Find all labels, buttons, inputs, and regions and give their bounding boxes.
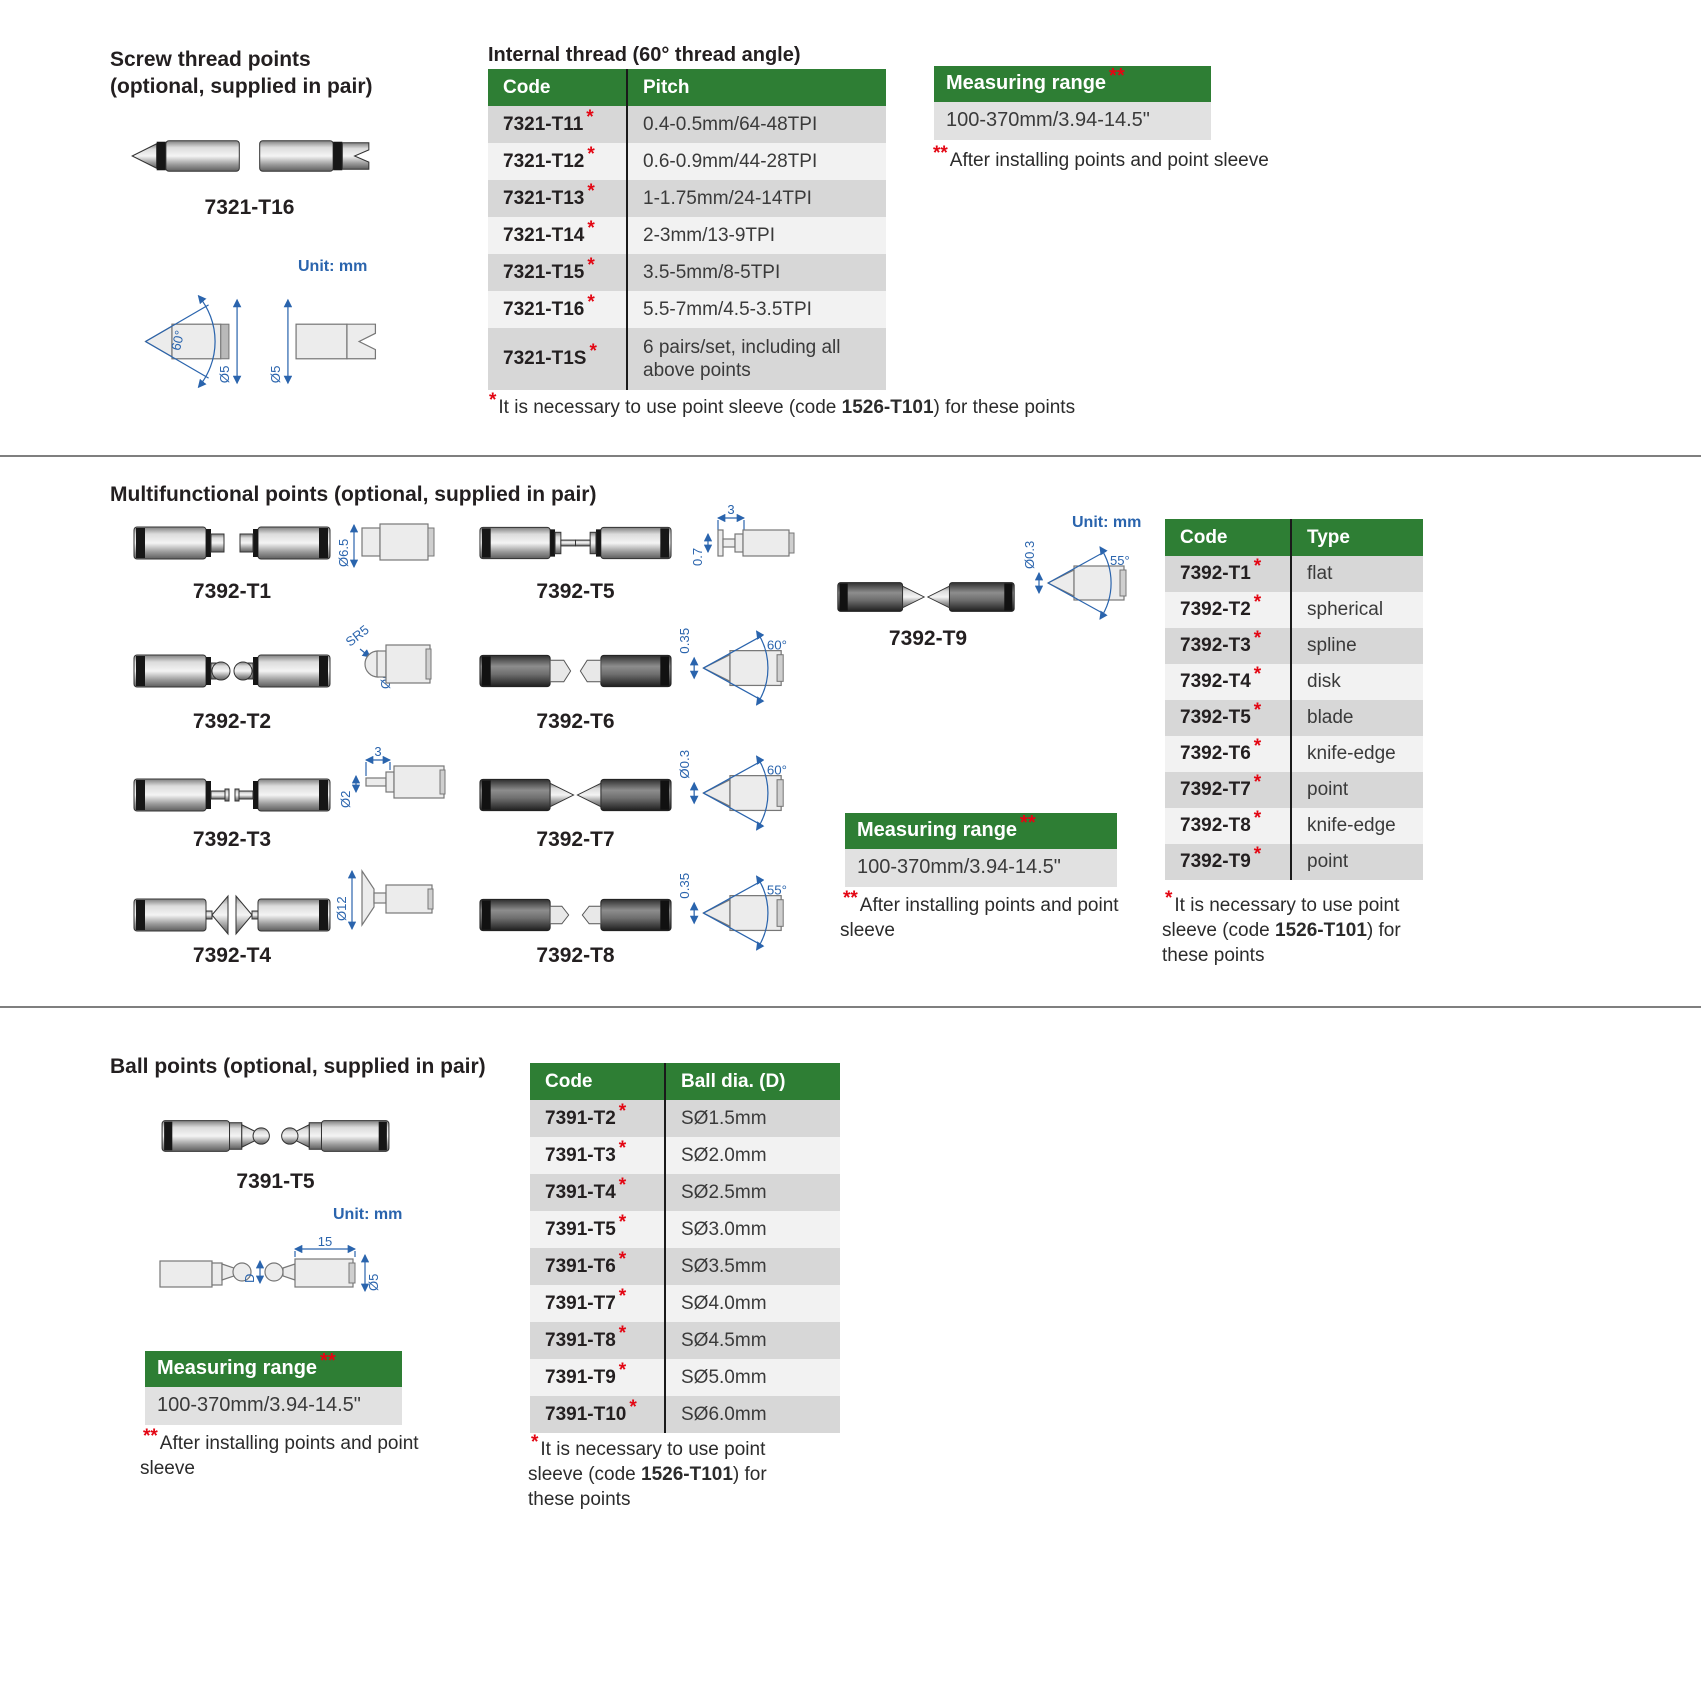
row-dia: SØ4.0mm [681, 1292, 767, 1314]
photo-label-7392-T6: 7392-T6 [536, 710, 615, 733]
svg-text:3: 3 [727, 502, 735, 517]
table-row [1165, 700, 1423, 736]
footnote-text: It is necessary to use point sleeve (code [498, 397, 842, 418]
diagram-screw-points [115, 283, 410, 401]
photo-7392-T3 [132, 772, 332, 818]
diagram-7392-T3 [330, 745, 470, 822]
row-code: 7392-T1 [1180, 563, 1251, 584]
footnote-text-end: ) for these points [933, 397, 1076, 418]
photo-7392-T2 [132, 648, 332, 694]
footnote-star: * [1165, 888, 1173, 909]
range-note [840, 888, 1140, 943]
diagram-7392-T6 [677, 623, 825, 710]
row-code: 7321-T1S [503, 348, 587, 369]
photo-label-7321-T16: 7321-T16 [204, 196, 295, 219]
range-note-text: After installing points and point sleeve [840, 895, 1119, 942]
sleeve-footnote [528, 1432, 803, 1512]
svg-text:Ø5: Ø5 [366, 1273, 381, 1291]
measuring-range-value: 100-370mm/3.94-14.5" [845, 849, 1117, 887]
table-row [1165, 556, 1423, 592]
svg-text:SR5: SR5 [342, 621, 372, 650]
row-code: 7321-T13 [503, 187, 585, 209]
footnote-star: * [629, 1396, 637, 1418]
row-type: knife-edge [1307, 743, 1396, 765]
row-type: blade [1307, 707, 1354, 729]
row-type: point [1307, 851, 1349, 873]
measuring-range-title: Measuring range [157, 1357, 318, 1379]
measuring-range-box [934, 66, 1211, 140]
row-code: 7391-T7 [545, 1292, 616, 1314]
footnote-star: * [618, 1211, 627, 1233]
svg-text:Ø5: Ø5 [216, 365, 232, 384]
double-star: ** [143, 1426, 158, 1447]
footnote-star: * [1253, 772, 1262, 793]
table-row [488, 217, 886, 254]
diagram-7392-T9 [1022, 538, 1166, 625]
row-code: 7391-T10 [545, 1403, 627, 1425]
diagram-7392-T5 [688, 503, 838, 580]
row-type: flat [1307, 563, 1333, 585]
table-row [1165, 736, 1423, 772]
row-code: 7391-T5 [545, 1218, 616, 1240]
svg-text:55°: 55° [1110, 553, 1130, 568]
svg-text:D: D [242, 1273, 257, 1283]
measuring-range-header [845, 813, 1117, 849]
photo-label-7392-T9: 7392-T9 [888, 627, 968, 650]
table-row [1165, 664, 1423, 700]
row-pitch: 5.5-7mm/4.5-3.5TPI [643, 298, 812, 320]
table-row [1165, 628, 1423, 664]
heading-line2: (optional, supplied in pair) [110, 75, 373, 99]
table-row [488, 180, 886, 217]
row-code: 7391-T9 [545, 1366, 616, 1388]
row-dia: SØ2.5mm [681, 1181, 767, 1203]
svg-text:0.7: 0.7 [690, 547, 705, 566]
section-divider [0, 1006, 1701, 1008]
footnote-star: * [589, 341, 597, 362]
col-header-type: Type [1307, 526, 1350, 548]
table-row [1165, 772, 1423, 808]
sleeve-footnote [1162, 888, 1430, 968]
footnote-star: * [618, 1137, 627, 1159]
table-row [530, 1396, 840, 1433]
internal-thread-table-title: Internal thread (60° thread angle) [488, 44, 801, 66]
photo-7392-T1 [132, 520, 332, 566]
svg-text:0.35: 0.35 [677, 627, 693, 654]
photo-label-7392-T5: 7392-T5 [536, 580, 615, 603]
row-dia: SØ2.0mm [681, 1144, 767, 1166]
table-row [530, 1285, 840, 1322]
row-dia: SØ5.0mm [681, 1366, 767, 1388]
row-code: 7392-T4 [1180, 671, 1251, 692]
col-header-code: Code [530, 1063, 666, 1100]
photo-label-7392-T3: 7392-T3 [192, 828, 272, 851]
svg-text:Ø0.3: Ø0.3 [1022, 540, 1037, 569]
photo-7392-T7 [478, 772, 673, 818]
row-pitch: 2-3mm/13-9TPI [643, 224, 775, 246]
table-header-row [1165, 519, 1423, 556]
sleeve-footnote [486, 390, 1186, 420]
measuring-range-box [145, 1351, 402, 1425]
svg-text:60°: 60° [766, 762, 787, 778]
footnote-star: * [1253, 808, 1262, 829]
multi-type-table [1165, 519, 1423, 880]
row-code: 7392-T7 [1180, 779, 1251, 800]
table-row [488, 106, 886, 143]
table-row [530, 1322, 840, 1359]
range-note-text: After installing points and point sleeve [949, 150, 1269, 171]
photo-7391-T5 [158, 1112, 393, 1160]
footnote-code: 1526-T101 [641, 1464, 733, 1486]
row-type: spherical [1307, 599, 1384, 621]
row-code: 7391-T6 [545, 1255, 616, 1277]
row-code: 7392-T6 [1180, 743, 1251, 764]
measuring-range-header [934, 66, 1211, 102]
footnote-star: * [489, 390, 497, 411]
table-row [488, 143, 886, 180]
svg-text:60°: 60° [168, 328, 188, 352]
svg-text:Ø0.3: Ø0.3 [677, 749, 693, 779]
row-code: 7391-T2 [545, 1107, 616, 1129]
double-star: ** [320, 1350, 336, 1372]
row-dia: SØ6.0mm [681, 1403, 767, 1425]
diagram-7392-T7 [677, 748, 825, 835]
measuring-range-value: 100-370mm/3.94-14.5" [934, 102, 1211, 140]
measuring-range-value: 100-370mm/3.94-14.5" [145, 1387, 402, 1425]
table-row [530, 1359, 840, 1396]
range-note [140, 1426, 430, 1481]
row-code: 7321-T15 [503, 261, 585, 283]
table-row [1165, 592, 1423, 628]
row-code: 7392-T5 [1180, 707, 1251, 728]
ball-section-heading: Ball points (optional, supplied in pair) [110, 1055, 486, 1078]
photo-7392-T5 [478, 520, 673, 566]
double-star: ** [843, 888, 858, 909]
svg-text:15: 15 [317, 1234, 333, 1249]
photo-7392-T4 [132, 892, 332, 938]
row-dia: SØ1.5mm [681, 1107, 767, 1129]
footnote-star: * [531, 1432, 539, 1453]
svg-text:0.35: 0.35 [677, 872, 693, 899]
footnote-star: * [587, 180, 595, 202]
row-dia: SØ4.5mm [681, 1329, 767, 1351]
row-code: 7321-T14 [503, 224, 585, 246]
svg-text:Ø2: Ø2 [338, 790, 353, 808]
row-code: 7392-T3 [1180, 635, 1251, 656]
footnote-star: * [586, 106, 594, 128]
col-header-code: Code [488, 69, 628, 106]
row-type: point [1307, 779, 1349, 801]
photo-7392-T6 [478, 648, 673, 694]
double-star: ** [933, 143, 948, 164]
footnote-star: * [587, 291, 595, 313]
footnote-text: It is necessary to use point sleeve (code [1162, 895, 1400, 942]
diagram-7392-T4 [336, 862, 461, 939]
row-code: 7321-T12 [503, 150, 585, 172]
footnote-star: * [1253, 556, 1262, 577]
double-star: ** [1109, 65, 1125, 87]
footnote-star: * [618, 1285, 627, 1307]
footnote-text: It is necessary to use point sleeve (code [528, 1439, 766, 1486]
footnote-star: * [618, 1322, 627, 1344]
multi-section-heading: Multifunctional points (optional, supplied in pair) [110, 483, 597, 506]
svg-text:Ø12: Ø12 [334, 896, 349, 921]
footnote-star: * [587, 217, 595, 239]
heading-line1: Screw thread points [110, 48, 311, 71]
col-header-ball-dia: Ball dia. (D) [681, 1070, 786, 1092]
photo-label-7392-T2: 7392-T2 [192, 710, 272, 733]
range-note-text: After installing points and point sleeve [140, 1433, 419, 1480]
footnote-code: 1526-T101 [841, 397, 934, 418]
svg-text:55°: 55° [766, 882, 787, 898]
row-dia: SØ3.5mm [681, 1255, 767, 1277]
photo-7321-T16 [122, 130, 377, 182]
table-row [530, 1211, 840, 1248]
measuring-range-box [845, 813, 1117, 887]
section-divider [0, 455, 1701, 457]
table-row [1165, 808, 1423, 844]
photo-label-7392-T4: 7392-T4 [192, 944, 272, 967]
table-row [530, 1137, 840, 1174]
double-star: ** [1020, 812, 1036, 834]
row-type: knife-edge [1307, 815, 1396, 837]
unit-label: Unit: mm [333, 1206, 403, 1223]
row-type: spline [1307, 635, 1357, 657]
photo-label-7391-T5: 7391-T5 [236, 1170, 315, 1193]
col-header-pitch: Pitch [643, 76, 690, 98]
row-dia: SØ3.0mm [681, 1218, 767, 1240]
row-pitch: 6 pairs/set, including all above points [643, 336, 841, 381]
row-pitch: 3.5-5mm/8-5TPI [643, 261, 781, 283]
footnote-star: * [587, 143, 595, 165]
table-header-row [530, 1063, 840, 1100]
footnote-text-end: ) for these points [1162, 920, 1401, 967]
table-row [488, 254, 886, 291]
row-pitch: 0.6-0.9mm/44-28TPI [643, 150, 818, 172]
photo-7392-T8 [478, 892, 673, 938]
unit-label: Unit: mm [1072, 514, 1142, 531]
footnote-star: * [1253, 592, 1262, 613]
range-note [930, 143, 1370, 173]
measuring-range-title: Measuring range [946, 72, 1107, 94]
row-code: 7321-T16 [503, 298, 585, 320]
measuring-range-title: Measuring range [857, 819, 1018, 841]
photo-label-7392-T1: 7392-T1 [192, 580, 272, 603]
table-row [530, 1174, 840, 1211]
photo-label-7392-T8: 7392-T8 [536, 944, 615, 967]
footnote-star: * [587, 254, 595, 276]
measuring-range-header [145, 1351, 402, 1387]
col-header-code: Code [1165, 519, 1292, 556]
row-type: disk [1307, 671, 1341, 693]
svg-text:3: 3 [374, 744, 382, 759]
svg-text:Ø5: Ø5 [267, 365, 283, 384]
svg-text:60°: 60° [766, 637, 787, 653]
row-code: 7392-T2 [1180, 599, 1251, 620]
table-row [488, 291, 886, 328]
row-code: 7391-T3 [545, 1144, 616, 1166]
diagram-7392-T1 [338, 514, 468, 576]
photo-label-7392-T7: 7392-T7 [536, 828, 615, 851]
ball-dia-table [530, 1063, 840, 1433]
footnote-text-end: ) for these points [528, 1464, 767, 1511]
footnote-star: * [1253, 844, 1262, 865]
internal-thread-table [488, 69, 886, 390]
footnote-star: * [618, 1248, 627, 1270]
diagram-ball-point [150, 1234, 415, 1312]
row-pitch: 1-1.75mm/24-14TPI [643, 187, 812, 209]
table-header-row [488, 69, 886, 106]
unit-label: Unit: mm [298, 258, 368, 275]
footnote-star: * [618, 1359, 627, 1381]
diagram-7392-T8 [677, 868, 825, 955]
table-row [530, 1248, 840, 1285]
row-code: 7391-T8 [545, 1329, 616, 1351]
table-row [488, 328, 886, 390]
screw-section-heading [110, 46, 440, 101]
row-code: 7391-T4 [545, 1181, 616, 1203]
row-pitch: 0.4-0.5mm/64-48TPI [643, 113, 818, 135]
row-code: 7392-T8 [1180, 815, 1251, 836]
photo-7392-T9 [836, 575, 1016, 619]
diagram-7392-T2 [334, 621, 464, 700]
row-code: 7321-T11 [503, 113, 584, 135]
footnote-star: * [1253, 736, 1262, 757]
svg-text:Ø6.5: Ø6.5 [336, 538, 351, 567]
footnote-star: * [1253, 664, 1262, 685]
footnote-star: * [1253, 700, 1262, 721]
footnote-star: * [618, 1174, 627, 1196]
table-row [530, 1100, 840, 1137]
row-code: 7392-T9 [1180, 851, 1251, 872]
table-row [1165, 844, 1423, 880]
footnote-star: * [1253, 628, 1262, 649]
footnote-code: 1526-T101 [1275, 920, 1367, 942]
footnote-star: * [618, 1100, 627, 1122]
